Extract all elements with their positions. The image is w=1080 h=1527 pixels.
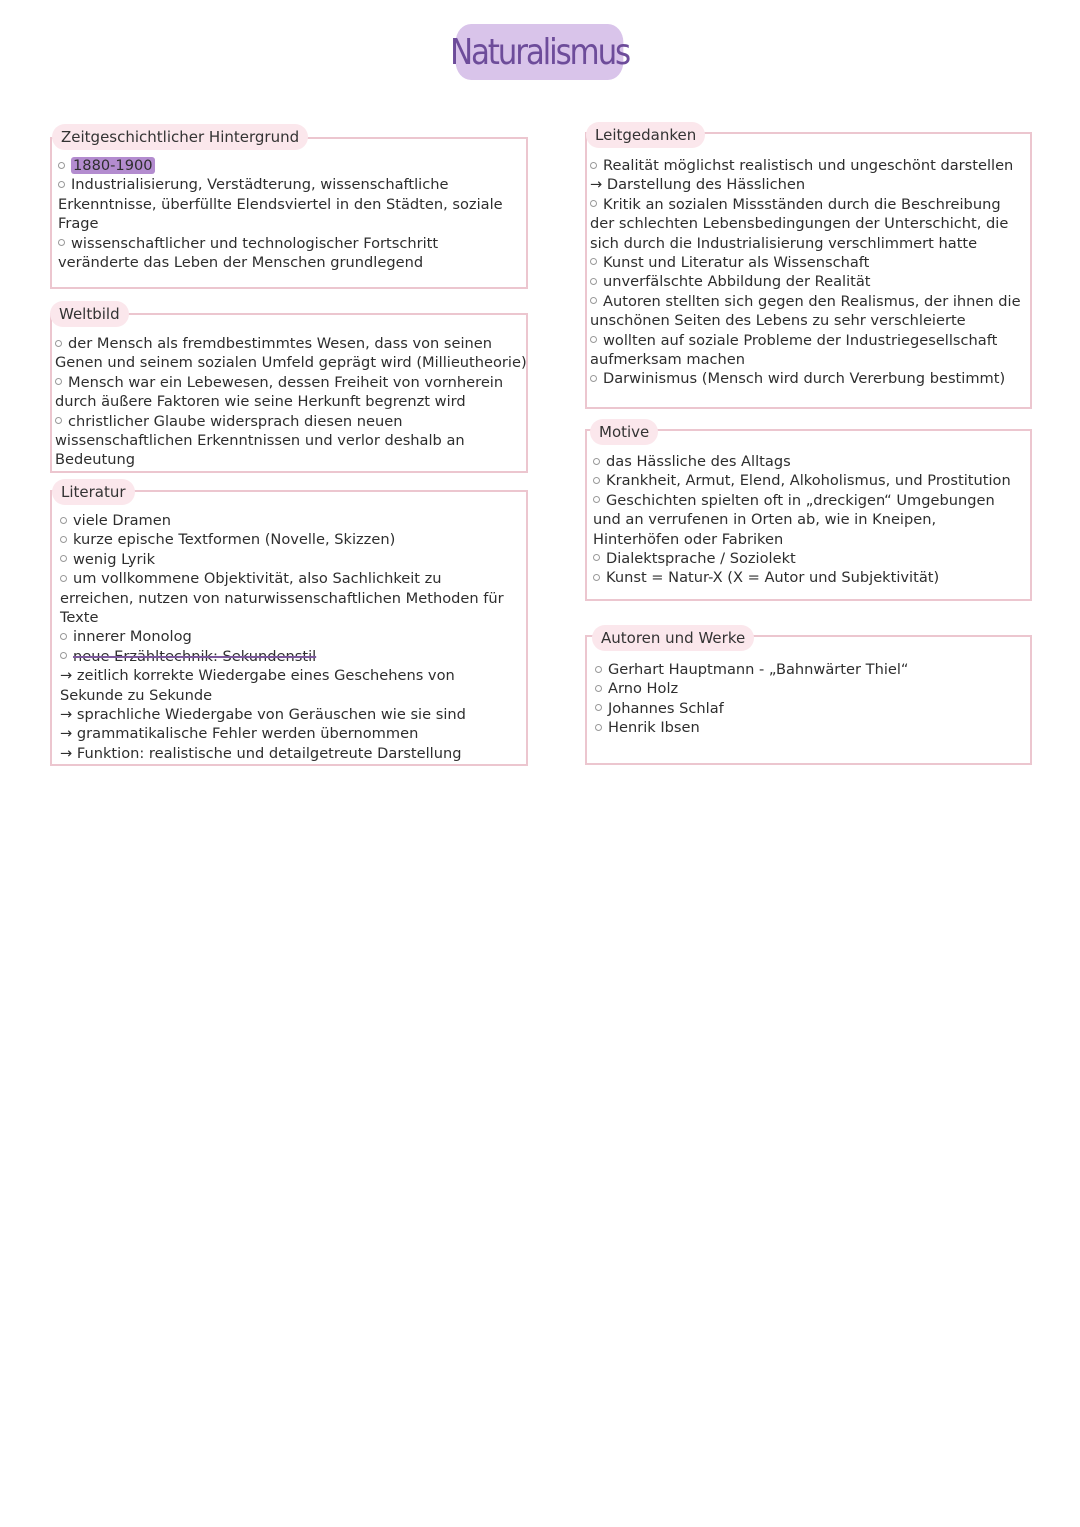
list-item: um vollkommene Objektivität, also Sachlichkeit zu: [60, 569, 504, 588]
list-item: → sprachliche Wiedergabe von Geräuschen wie sie sind: [60, 705, 466, 723]
list-item: Kunst und Literatur als Wissenschaft: [590, 253, 1021, 272]
section-text-motive: [593, 452, 1011, 588]
list-item: Mensch war ein Lebewesen, dessen Freiheit von vornherein: [55, 373, 527, 392]
section-label-literatur: Literatur: [52, 479, 135, 505]
bullet-icon: [55, 340, 62, 347]
list-item: wissenschaftlichen Erkenntnissen und verlor deshalb an: [55, 431, 465, 449]
bullet-icon: [590, 278, 597, 285]
list-item: sich durch die Industrialisierung verschlimmert hatte: [590, 234, 978, 252]
list-item: durch äußere Faktoren wie seine Herkunft begrenzt wird: [55, 393, 466, 411]
section-text-literatur: [60, 511, 504, 763]
list-item: Genen und seinem sozialen Umfeld geprägt wird (Millieutheorie): [55, 354, 527, 372]
list-item: unverfälschte Abbildung der Realität: [590, 272, 1021, 291]
list-item: → grammatikalische Fehler werden übernommen: [60, 725, 419, 743]
list-item: Erkenntnisse, überfüllte Elendsviertel in den Städten, soziale: [58, 195, 503, 213]
bullet-icon: [60, 575, 67, 582]
list-item: Johannes Schlaf: [595, 699, 908, 718]
section-label-leitgedanken: Leitgedanken: [586, 122, 705, 148]
bullet-icon: [58, 181, 65, 188]
bullet-icon: [593, 554, 600, 561]
list-item: Arno Holz: [595, 679, 908, 698]
list-item: christlicher Glaube widersprach diesen neuen: [55, 412, 527, 431]
section-text-zeitgeschichte: [58, 156, 503, 272]
bullet-icon: [55, 417, 62, 424]
list-item: Henrik Ibsen: [595, 718, 908, 737]
bullet-icon: [593, 574, 600, 581]
list-item: Kunst = Natur-X (X = Autor und Subjektivität): [593, 568, 1011, 587]
bullet-icon: [593, 477, 600, 484]
list-item: und an verrufenen in Orten ab, wie in Kneipen,: [593, 511, 937, 529]
list-item: innerer Monolog: [60, 627, 504, 646]
page-title: Naturalismus: [456, 24, 624, 80]
section-label-motive: Motive: [590, 419, 658, 445]
list-item: wenig Lyrik: [60, 550, 504, 569]
list-item: erreichen, nutzen von naturwissenschaftlichen Methoden für: [60, 589, 504, 607]
bullet-icon: [595, 704, 602, 711]
section-label-zeitgeschichte: Zeitgeschichtlicher Hintergrund: [52, 124, 308, 150]
bullet-icon: [595, 666, 602, 673]
list-item: aufmerksam machen: [590, 350, 746, 368]
bullet-icon: [58, 239, 65, 246]
list-item: Autoren stellten sich gegen den Realismus, der ihnen die: [590, 292, 1021, 311]
bullet-icon: [60, 555, 67, 562]
bullet-icon: [590, 200, 597, 207]
section-label-weltbild: Weltbild: [50, 301, 129, 327]
list-item: → zeitlich korrekte Wiedergabe eines Geschehens von: [60, 667, 455, 685]
bullet-icon: [595, 685, 602, 692]
list-item: neue Erzähltechnik: Sekundenstil: [60, 647, 504, 666]
bullet-icon: [595, 724, 602, 731]
list-item: Dialektsprache / Soziolekt: [593, 549, 1011, 568]
list-item: Industrialisierung, Verstädterung, wissenschaftliche: [58, 175, 503, 194]
list-item: Bedeutung: [55, 451, 135, 469]
list-item: → Funktion: realistische und detailgetreute Darstellung: [60, 744, 462, 762]
list-item: 1880-1900: [58, 156, 503, 175]
list-item: → Darstellung des Hässlichen: [590, 176, 806, 194]
list-item: Texte: [60, 608, 99, 626]
list-item: veränderte das Leben der Menschen grundlegend: [58, 253, 424, 271]
bullet-icon: [60, 536, 67, 543]
list-item: Sekunde zu Sekunde: [60, 686, 213, 704]
list-item: der schlechten Lebensbedingungen der Unterschicht, die: [590, 215, 1009, 233]
bullet-icon: [55, 378, 62, 385]
list-item: viele Dramen: [60, 511, 504, 530]
list-item: Frage: [58, 215, 99, 233]
bullet-icon: [593, 496, 600, 503]
list-item: Geschichten spielten oft in „dreckigen“ Umgebungen: [593, 491, 1011, 510]
list-item: unschönen Seiten des Lebens zu sehr verschleierte: [590, 312, 966, 330]
list-item: kurze epische Textformen (Novelle, Skizzen): [60, 530, 504, 549]
list-item: wissenschaftlicher und technologischer Fortschritt: [58, 234, 503, 253]
list-item: Darwinismus (Mensch wird durch Vererbung bestimmt): [590, 369, 1021, 388]
list-item: wollten auf soziale Probleme der Industriegesellschaft: [590, 331, 1021, 350]
list-item: Kritik an sozialen Missständen durch die Beschreibung: [590, 195, 1021, 214]
bullet-icon: [58, 162, 65, 169]
bullet-icon: [590, 258, 597, 265]
bullet-icon: [60, 517, 67, 524]
bullet-icon: [60, 652, 67, 659]
section-text-leitgedanken: [590, 156, 1021, 389]
bullet-icon: [593, 458, 600, 465]
list-item: der Mensch als fremdbestimmtes Wesen, dass von seinen: [55, 334, 527, 353]
section-label-autoren: Autoren und Werke: [592, 625, 754, 651]
bullet-icon: [590, 297, 597, 304]
bullet-icon: [590, 336, 597, 343]
section-text-weltbild: [55, 334, 527, 470]
list-item: Krankheit, Armut, Elend, Alkoholismus, und Prostitution: [593, 471, 1011, 490]
bullet-icon: [590, 375, 597, 382]
list-item: Realität möglichst realistisch und ungeschönt darstellen: [590, 156, 1021, 175]
bullet-icon: [60, 633, 67, 640]
section-text-autoren: [595, 660, 908, 738]
bullet-icon: [590, 162, 597, 169]
list-item: das Hässliche des Alltags: [593, 452, 1011, 471]
list-item: Gerhart Hauptmann - „Bahnwärter Thiel“: [595, 660, 908, 679]
list-item: Hinterhöfen oder Fabriken: [593, 530, 784, 548]
